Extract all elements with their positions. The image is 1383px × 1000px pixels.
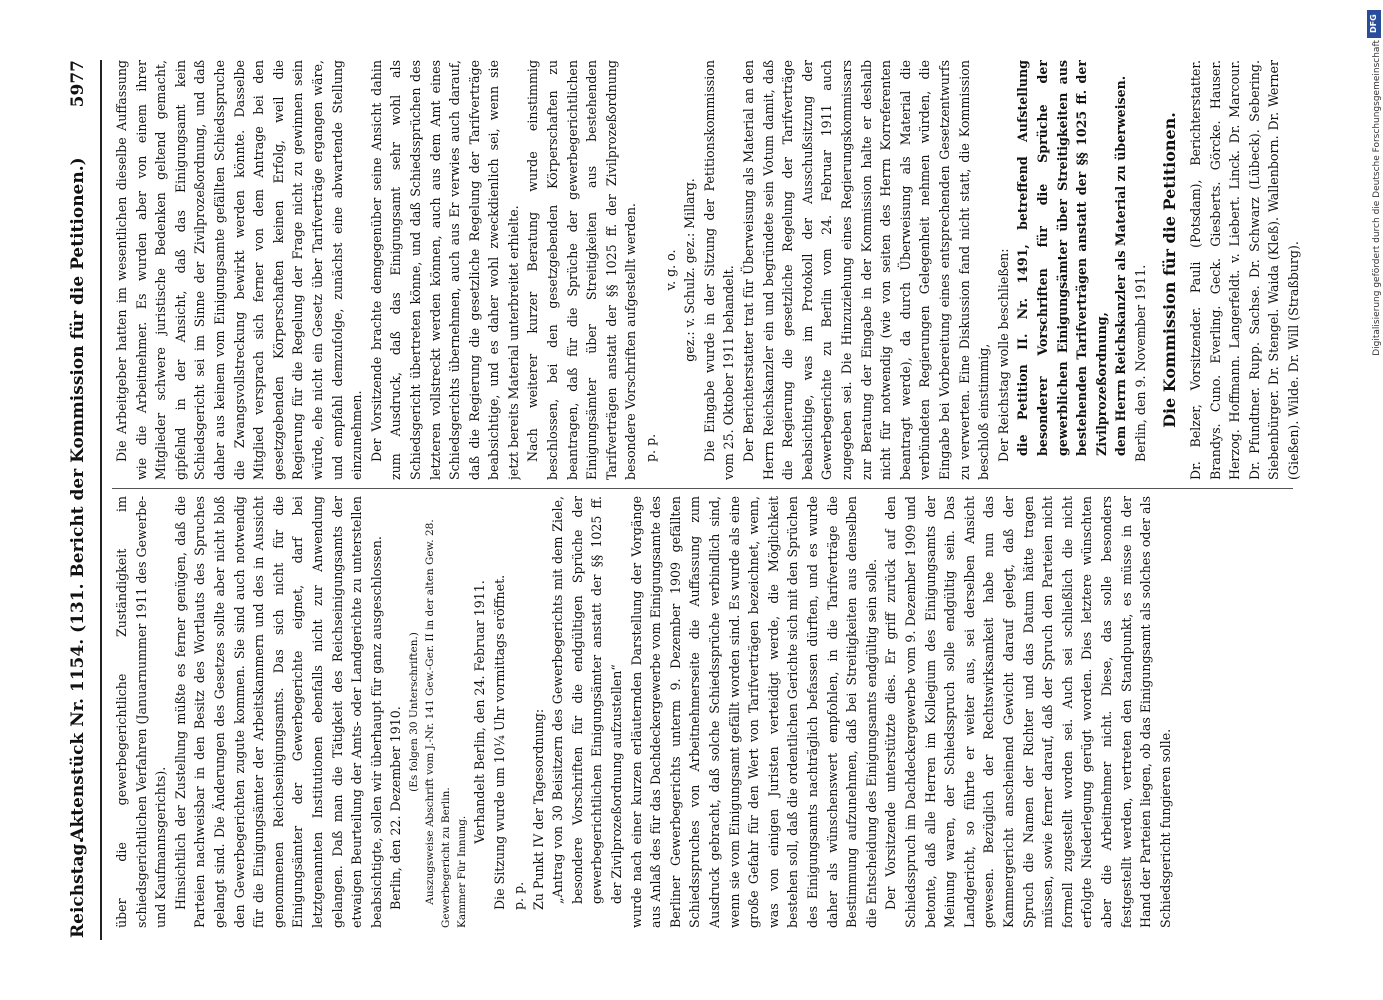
paragraph: Berlin, den 22. Dezember 1910. [388,706,404,910]
paragraph: dem Herrn Reichskanzler als Material zu überweisen. [1113,75,1129,456]
paragraph: die Petition II. Nr. 1491, betreffend Aufstellung besonderer Vorschriften für die Sprüche der gewerblichen Einigungsämter über Streitigkeiten aus bestehenden Tarifverträgen anstatt der §§ 1025 ff. der Zivilprozeßordnung, [1015,60,1109,456]
paragraph: (Es folgen 30 Unterschriften.) [407,632,420,792]
paragraph: gez.: v. Schulz. gez.: Millarg. [682,178,698,362]
page-number: 5977 [68,60,88,108]
digitization-note: Digitalisierung gefördert durch die Deutsche Forschungsgemeinschaft [1372,40,1382,356]
header-rule [100,60,102,940]
paragraph: Dr. Belzer, Vorsitzender. Pauli (Potsdam), Berichterstatter. Brandys. Cuno. Everling. Geck. Giesberts. Görcke. Hauser. Herzog. Hoffmann. Langerfeldt. v. Liebert. Linck. Dr. Marcour. Dr. Pfundtner. Rupp. Sachse. Dr. Schwarz (Lübeck). Sebering. Siebenbürger. Dr. Stengel. Waida (Kleß). Wallenborn. Dr. Werner (Gießen). Wilde. Dr. Will (Straßburg). [1188,60,1302,480]
paragraph: Die Kommission für die Petitionen. [1160,112,1180,428]
paragraph: v. g. o. [662,249,678,291]
paragraph: p. p. [643,433,659,462]
header-left: Reichstag. [68,837,88,938]
paragraph: Kammer Für Innung. [455,815,468,928]
column-divider [112,488,1293,489]
paragraph: Verhandelt Berlin, den 24. Februar 1911. [471,580,487,844]
paragraph: Berlin, den 9. November 1911. [1132,264,1148,462]
paragraph: Der Berichterstatter trat für Überweisung als Material an den Herrn Reichskanzler ein und begründete sein Votum damit, daß die Regierung die gesetzliche Regelung der Tarifverträge beabsichtige, was im Protokoll der Ausschußsitzung der Gewerbegerichte zu Berlin vom 24. Februar 1911 auch zugegeben sei. Die Hinzuziehung eines Regierungskommissars zur Beratung der Eingabe in der Kommission halte er deshalb nicht für notwendig (wie von seiten des Herrn Korreferenten beantragt werde), da durch Überweisung als Material die verbündeten Regierungen Gelegenheit nehmen würden, die Eingabe bei Vorbereitung eines entsprechenden Gesetzentwurfs zu verwerten. Eine Diskussion fand nicht statt, die Kommission beschloß einstimmig, [741,60,992,480]
dfg-logo: DFG [1367,10,1381,38]
left-column [112,496,1303,928]
paragraph: Die Eingabe wurde in der Sitzung der Petitionskommission vom 25. Oktober 1911 behandelt. [701,60,737,480]
paragraph: Der Vorsitzende unterstützte dies. Er griff zurück auf den Schiedsspruch im Dachdeckergewerbe vom 9. Dezember 1909 und betonte, daß alle Herren im Kollegium des Einigungsamts der Meinung waren, der Schiedsspruch solle endgültig sein. Das Landgericht, so führte er weiter aus, sei derselben Ansicht gewesen. Bezüglich der Rechtswirksamkeit habe nun das Kammergericht anscheinend Gewicht darauf gelegt, daß der Spruch die Namen der Richter und das Datum hätte tragen müssen, sowie ferner darauf, daß der Spruch den Parteien nicht formell zugestellt worden sei. Auch sei schließlich die nicht erfolgte Niederlegung gerügt worden. Dies letztere wünschten aber die Arbeitnehmer nicht. Diese, das solle besonders festgestellt werden, vertreten den Standpunkt, es müsse in der Hand der Parteien liegen, ob das Einigungsamt als solches oder als Schiedsgericht fungieren solle. [883,496,1173,928]
paragraph: über die gewerbegerichtliche Zuständigkeit im schiedsgerichtlichen Verfahren (Januarnummer 1911 des Gewerbe- und Kaufmannsgerichts). [114,496,169,928]
paragraph: Hinsichtlich der Zustellung müßte es ferner genügen, daß die Parteien nachweisbar in den Besitz des Wortlauts des Spruches gelangt sind. Die Änderungen des Gesetzes sollte aber nicht bloß den Gewerbegerichten zugute kommen. Sie sind auch notwendig für die Einigungsämter der Arbeitskammern und des in Aussicht genommenen Reichseinigungsamts. Das sich nicht für die Einigungsämter der Gewerbegerichte eignet, darf bei letztgenannten Institutionen ebenfalls nicht zur Anwendung gelangen. Daß man die Tätigkeit des Reichseinigungsamts der etwaigen Beurteilung der Amts- oder Landgerichte zu unterstellen beabsichtigte, sollen wir überhaupt für ganz ausgeschlossen. [172,496,384,928]
paragraph: Der Reichstag wolle beschließen: [995,248,1011,462]
paragraph: „Antrag von 30 Beisitzern des Gewerbegerichts mit dem Ziele, besondere Vorschriften für die endgültigen Sprüche der gewerbegerichtlichen Einigungsämter anstatt der §§ 1025 ff. der Zivilprozeßordnung aufzustellen“ [550,496,625,904]
paragraph: Die Sitzung wurde um 10¼ Uhr vormittags eröffnet. [491,574,507,910]
sidebar [1372,40,1383,960]
paragraph: Gewerbegericht zu Berlin. [439,787,452,928]
header-title: Aktenstück Nr. 1154. (131. Bericht der Kommission für die Petitionen.) [68,157,88,841]
paragraph: Der Vorsitzende brachte demgegenüber seine Ansicht dahin zum Ausdruck, daß das Einigungsamt sehr wohl als Schiedsgericht übertreten könne, und daß Schiedssprüchen des letzteren vollstreckt werden können, auch aus dem Amt eines Schiedsgerichts übernehmen, auch aus Er verwies auch darauf, daß die Regierung die gesetzliche Regelung der Tarifverträge beabsichtige, und es daher wohl zweckdienlich sei, wenn sie jetzt bereits Material unterbreitet erhielte. [368,60,521,480]
paragraph: Die Arbeitgeber hatten im wesentlichen dieselbe Auffassung wie die Arbeitnehmer. Es wurden aber von einem ihrer Mitglieder schwere juristische Bedenken geltend gemacht, gipfelnd in der Ansicht, daß das Einigungsamt kein Schiedsgericht sei im Sinne der Zivilprozeßordnung, und daß daher aus keinem vom Einigungsamte gefällten Schiedsspruche die Zwangsvollstreckung bewirkt werden könnte. Dasselbe Mitglied versprach sich ferner von dem Antrage bei den gesetzgebenden Körperschaften keinen Erfolg, weil die Regierung für die Regelung der Frage nicht zu gewinnen sein würde, ehe nicht ein Gesetz über Tarifverträge ergangen wäre, und empfahl demzufolge, zunächst eine abwartende Stellung einzunehmen. [114,60,365,480]
page-header [62,60,98,938]
paragraph: Nach weiterer kurzer Beratung wurde einstimmig beschlossen, bei den gesetzgebenden Körperschaften zu beantragen, daß für die Sprüche der gewerbegerichtlichen Einigungsämter über Streitigkeiten aus bestehenden Tarifverträgen anstatt der §§ 1025 ff. der Zivilprozeßordnung besondere Vorschriften aufgestellt werden. [525,60,639,480]
paragraph: p. p. [511,881,527,910]
paragraph: Auszugsweise Abschrift vom J.-Nr. 141 Gew.-Ger. II in der alten Gew. 28. [423,519,436,905]
right-column [112,60,1303,480]
paragraph: wurde nach einer kurzen erläuternden Darstellung der Vorgänge aus Anlaß des für das Dachdeckergewerbe vom Einigungsamte des Berliner Gewerbegerichts unterm 9. Dezember 1909 gefällten Schiedsspruches von Arbeitnehmerseite die Auffassung zum Ausdruck gebracht, daß solche Schiedssprüche verbindlich sind, wenn sie vom Einigungsamt gefällt worden sind. Es wurde als eine große Gefahr für den Wert von Tarifverträgen bezeichnet, wenn, was von einigen Juristen verteidigt werde, die Möglichkeit bestehen soll, daß die ordentlichen Gerichte sich mit den Sprüchen des Einigungsamts nachträglich befassen dürften, und es wurde daher als wünschenswert empfohlen, in die Tarifverträge die Bestimmung aufzunehmen, daß bei Streitigkeiten aus denselben die Entscheidung des Einigungsamts endgültig sein solle. [628,496,879,928]
paragraph: Zu Punkt IV der Tagesordnung: [530,708,546,910]
